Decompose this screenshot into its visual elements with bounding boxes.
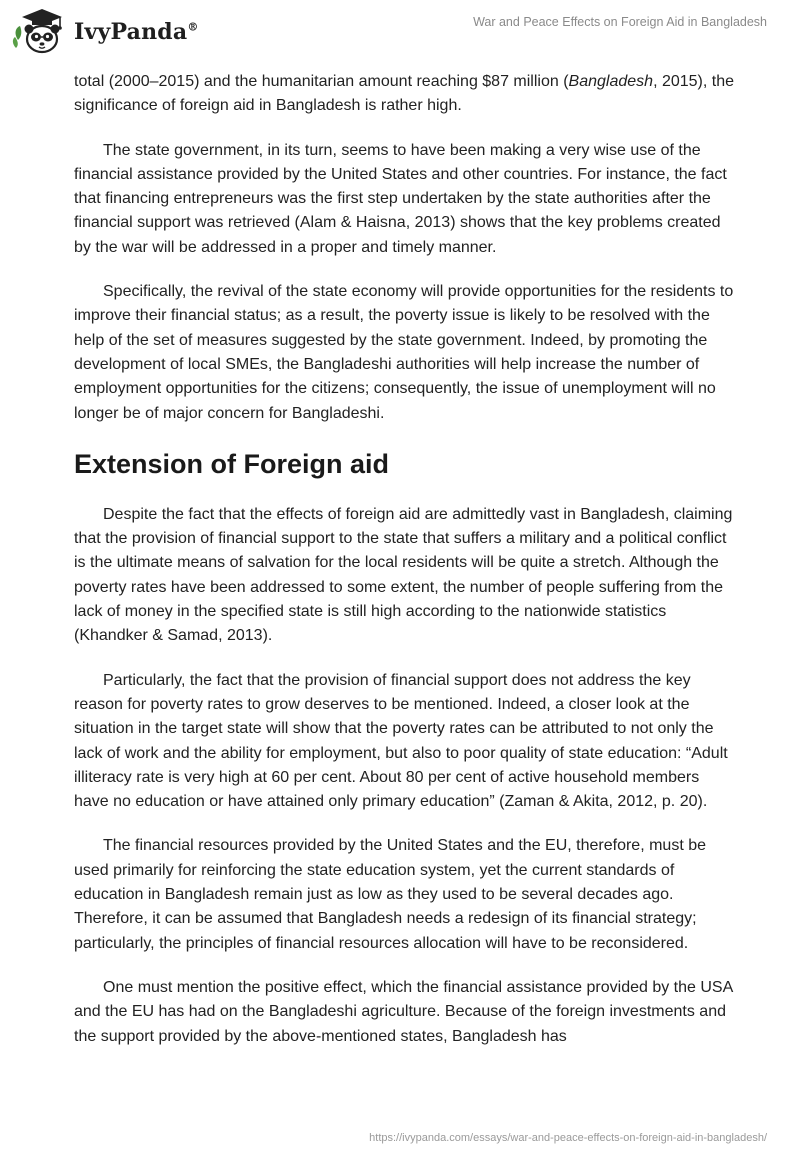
panda-graduate-icon [12, 6, 70, 58]
ivypanda-logo[interactable] [12, 6, 199, 58]
paragraph: Specifically, the revival of the state economy will provide opportunities for the residents to improve their financial status; as a result, the poverty issue is likely to be resolved with the help of the set of measures suggested by the state government. Indeed, by promoting the development of local SMEs, the Bangladeshi authorities will help increase the number of employment opportunities for the citizens; consequently, the issue of unemployment will no longer be of major concern for Bangladeshi. [74, 283, 734, 422]
source-url[interactable]: https://ivypanda.com/essays/war-and-peace-effects-on-foreign-aid-in-bangladesh/ [369, 1132, 767, 1144]
paragraph: Particularly, the fact that the provision of financial support does not address the key reason for poverty rates to grow deserves to be mentioned. Indeed, a closer look at the situation in the target state will show that the poverty rates can be attributed to not only the lack of work and the ability for employment, but also to poor quality of state education: “Adult illiteracy rate is very high at 60 per cent. About 80 per cent of active household members have no education or have attained only primary education” (Zaman & Akita, 2012, p. 20). [74, 671, 728, 811]
paragraph: One must mention the positive effect, which the financial assistance provided by the USA and the EU has had on the Bangladeshi agriculture. Because of the foreign investments and the support provided by the above-mentioned states, Bangladesh has [74, 978, 733, 1045]
paragraph: The state government, in its turn, seems to have been making a very wise use of the financial assistance provided by the United States and other countries. For instance, the fact that financing entrepreneurs was the first step undertaken by the state authorities after the financial support was retrieved (Alam & Haisna, 2013) shows that the key problems created by the war will be addressed in a proper and timely manner. [74, 141, 727, 256]
brand-name: IvyPanda® [74, 19, 199, 45]
page-header [0, 0, 800, 62]
citation-italic: Bangladesh [568, 73, 654, 90]
section-heading: Extension of Foreign aid [74, 448, 390, 479]
document-title: War and Peace Effects on Foreign Aid in Bangladesh [473, 15, 767, 29]
paragraph-continued: total (2000–2015) and the humanitarian amount reaching $87 million (Bangladesh, 2015), the significance of foreign aid in Bangladesh is rather high. [74, 73, 735, 115]
article-body [74, 70, 734, 1069]
paragraph: Despite the fact that the effects of foreign aid are admittedly vast in Bangladesh, claiming that the provision of financial support to the state that suffers a military and a political conflict is the ultimate means of salvation for the local residents will be quite a stretch. Although the poverty rates have been addressed to some extent, the number of people suffering from the lack of money in the specified state is still high according to the nationwide statistics (Khandker & Samad, 2013). [74, 505, 733, 645]
paragraph: The financial resources provided by the United States and the EU, therefore, must be used primarily for reinforcing the state education system, yet the current standards of education in Bangladesh remain just as low as they used to be several decades ago. Therefore, it can be assumed that Bangladesh needs a redesign of its financial strategy; particularly, the principles of financial resources allocation will have to be reconsidered. [74, 837, 706, 952]
